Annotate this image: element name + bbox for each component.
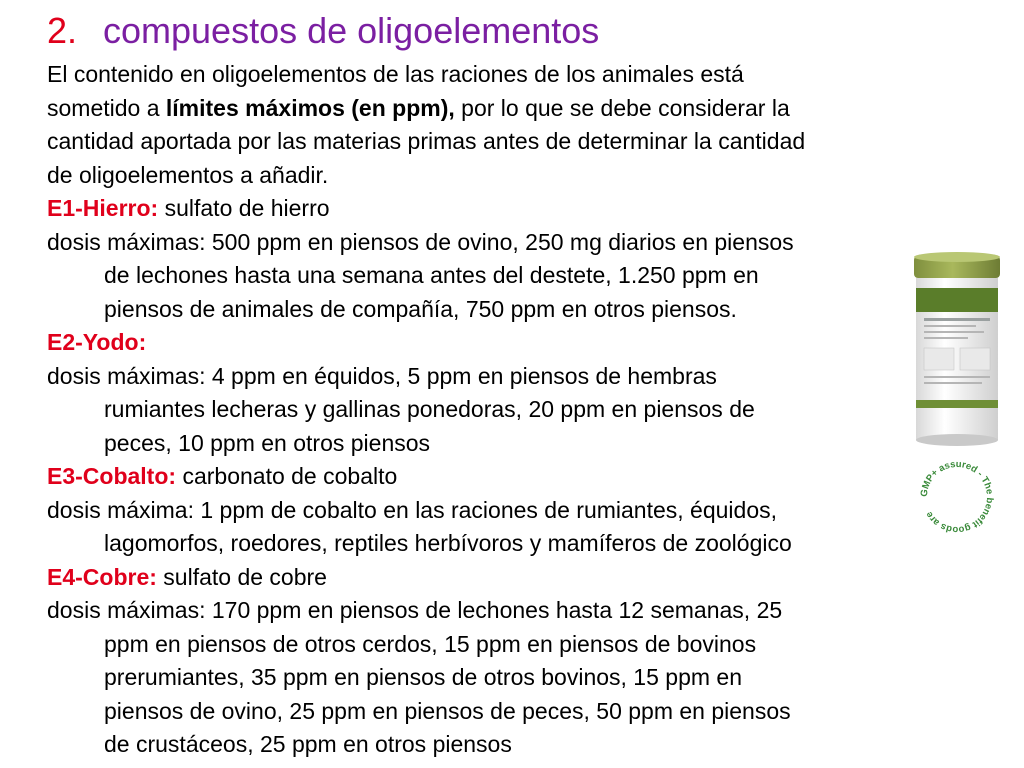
dose-line: rumiantes lecheras y gallinas ponedoras, 20 ppm en piensos de — [104, 396, 755, 422]
dose-line: dosis máximas: 4 ppm en équidos, 5 ppm en piensos de hembras — [47, 362, 717, 389]
intro-line: de oligoelementos a añadir. — [47, 161, 329, 188]
element-heading — [47, 192, 1007, 226]
dose-line: lagomorfos, roedores, reptiles herbívoros y mamíferos de zoológico — [104, 530, 792, 556]
element-label: E1-Hierro: — [47, 195, 159, 221]
intro-line — [47, 92, 1007, 126]
product-container-image — [912, 250, 1002, 450]
element-label: E2-Yodo: — [47, 329, 147, 355]
intro-line: cantidad aportada por las materias primas antes de determinar la cantidad — [47, 128, 806, 154]
element-compound: sulfato de hierro — [158, 195, 330, 221]
svg-text:GMP+ assured - The benefit goo — [919, 459, 995, 535]
element-heading — [47, 460, 1007, 494]
element-compound: carbonato de cobalto — [176, 463, 398, 489]
dose-line: dosis máximas: 500 ppm en piensos de ovino, 250 mg diarios en piensos — [47, 228, 794, 255]
dose-line: dosis máxima: 1 ppm de cobalto en las raciones de rumiantes, équidos, — [47, 496, 778, 523]
dose-line: de crustáceos, 25 ppm en otros piensos — [104, 731, 512, 757]
dose-line: peces, 10 ppm en otros piensos — [104, 429, 431, 456]
badge-text: GMP+ assured - The benefit goods are — [918, 458, 996, 536]
dose-line: prerumiantes, 35 ppm en piensos de otros bovinos, 15 ppm en — [104, 664, 742, 690]
dose-line: piensos de ovino, 25 ppm en piensos de peces, 50 ppm en piensos — [104, 697, 791, 724]
slide-title — [47, 8, 599, 54]
title-number: 2. — [47, 10, 78, 51]
dose-line: dosis máximas: 170 ppm en piensos de lechones hasta 12 semanas, 25 — [47, 597, 783, 623]
intro-line: El contenido en oligoelementos de las raciones de los animales está — [47, 61, 744, 87]
element-label: E4-Cobre: — [47, 563, 157, 590]
element-heading — [47, 326, 1007, 360]
intro-text: por lo que se debe considerar la — [454, 94, 790, 121]
dose-line: piensos de animales de compañía, 750 ppm en otros piensos. — [104, 295, 737, 322]
intro-emphasis: límites máximos (en ppm), — [165, 94, 455, 121]
gmp-assured-badge — [912, 452, 1002, 542]
intro-text: sometido a — [47, 94, 166, 121]
dose-line: de lechones hasta una semana antes del destete, 1.250 ppm en — [104, 262, 759, 288]
element-heading — [47, 561, 1007, 595]
title-text: compuestos de oligoelementos — [103, 10, 600, 51]
dose-line: ppm en piensos de otros cerdos, 15 ppm en piensos de bovinos — [104, 630, 757, 657]
element-label: E3-Cobalto: — [47, 463, 177, 489]
element-compound: sulfato de cobre — [156, 563, 327, 590]
slide-body — [47, 58, 1007, 762]
